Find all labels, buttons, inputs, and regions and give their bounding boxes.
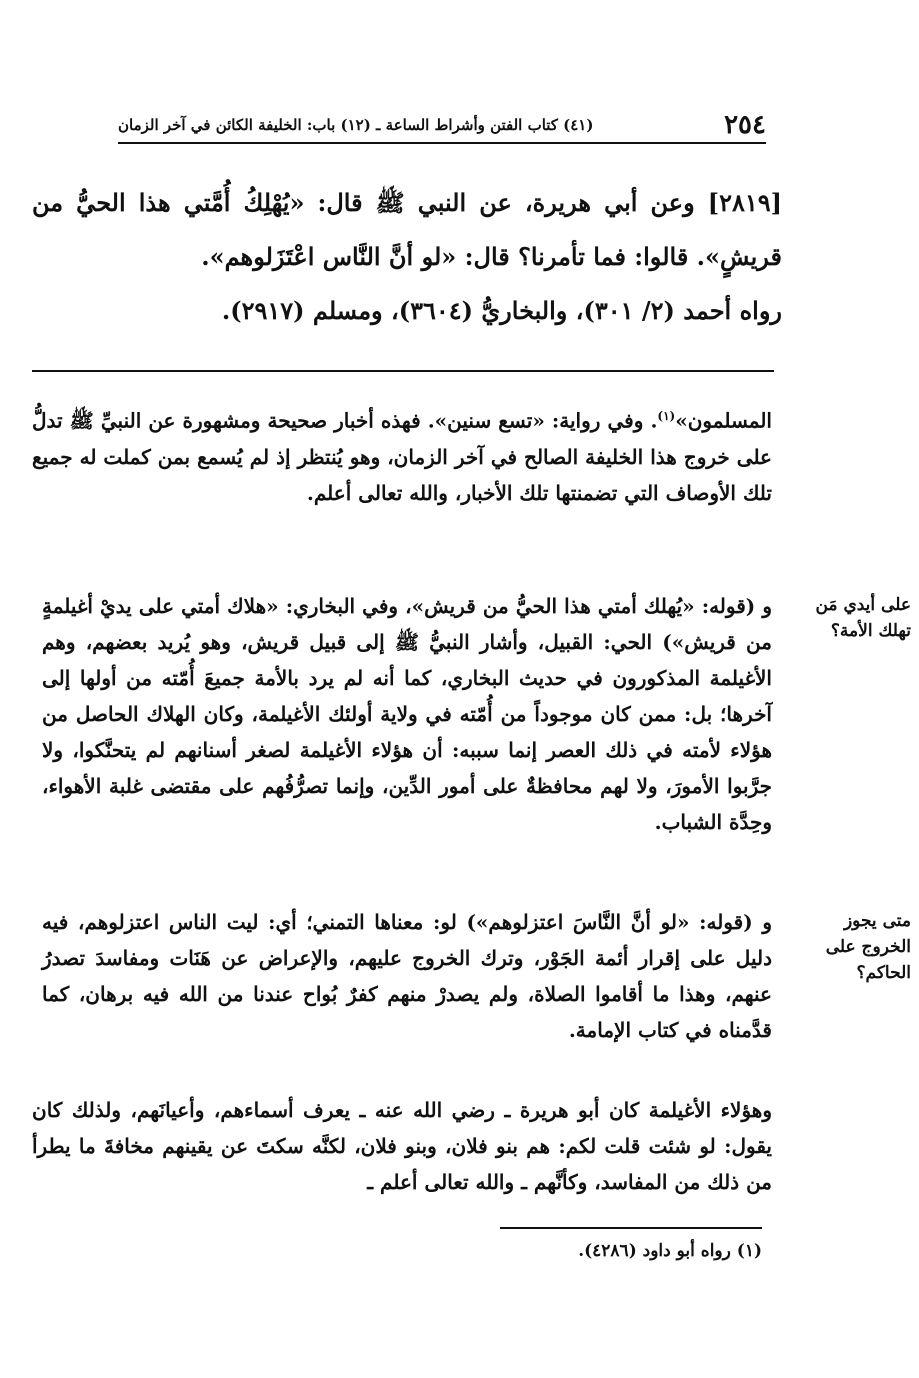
page-header — [118, 108, 766, 144]
hadith-text: [٢٨١٩] وعن أبي هريرة، عن النبي ﷺ قال: «يُهْلِكُ أُمَّتي هذا الحيُّ من قريشٍ». قالوا: فما تأمرنا؟ قال: «لو أنَّ النَّاس اعْتَزَلوهم». — [32, 188, 782, 271]
running-title: (٤١) كتاب الفتن وأشراط الساعة ـ (١٢) باب: الخليفة الكائن في آخر الزمان — [118, 116, 594, 134]
margin-note-2: متى يجوز الخروج على الحاكم؟ — [825, 911, 911, 983]
para3-text: و (قوله: «لو أنَّ النَّاسَ اعتزلوهم») لو: معناها التمني؛ أي: ليت الناس اعتزلوهم، فيه دليل على إقرار أئمة الجَوْر، وترك الخروج عليهم، والإعراض عن هَنَات ومفاسدَ تصدرُ عنهم، وهذا ما أقاموا الصلاة، ولم يصدرْ منهم كفرٌ بُواح عندنا من الله فيه برهان، كما قدَّمناه في كتاب الإمامة. — [42, 910, 772, 1042]
footnote: (١) رواه أبو داود (٤٢٨٦). — [578, 1241, 762, 1261]
hadith-source: رواه أحمد (٢/ ٣٠١)، والبخاريُّ (٣٦٠٤)، ومسلم (٢٩١٧). — [221, 296, 782, 325]
para4-text: وهؤلاء الأغيلمة كان أبو هريرة ـ رضي الله عنه ـ يعرف أسماءهم، وأعيانَهم، ولذلك كان يقول: لو شئت قلت لكم: هم بنو فلان، وبنو فلان، لكنَّه سكتَ عن يقينهم مخافةَ ما يطرأ من ذلك من المفاسد، وكأنَّهم ـ والله تعالى أعلم ـ — [32, 1098, 772, 1194]
para2-text: و (قوله: «يُهلك أمتي هذا الحيُّ من قريش»، وفي البخاري: «هلاك أمتي على يديْ أغيلمةٍ من قريش») الحي: القبيل، وأشار النبيُّ ﷺ إلى قبيل قريش، وهو يُريد بعضهم، وهم الأغيلمة المذكورون في حديث البخاري، كما أنه لم يرد بالأمة جميعَ أُمّته من أولها إلى آخرها؛ بل: ممن كان موجوداً من أُمّته في ولاية أولئك الأغيلمة، وكان الهلاك الحاصل من هؤلاء لأمته في ذلك العصر إنما سببه: أن هؤلاء الأغيلمة لصغر أسنانهم لم يتحنَّكوا، ولا جرَّبوا الأمورَ، ولا لهم محافظةٌ على أمور الدِّين، وإنما تصرُّفُهم على مقتضى غلبة الأهواء، وحِدَّة الشباب. — [42, 594, 772, 834]
footnote-divider — [500, 1227, 762, 1229]
commentary-para-2 — [42, 588, 772, 840]
commentary-para-3 — [42, 904, 772, 1048]
commentary-para-1 — [32, 398, 772, 511]
margin-note-1: على أيدي مَن تهلك الأمة؟ — [815, 595, 911, 641]
footnote-ref: (١) — [657, 409, 676, 423]
section-divider — [32, 370, 774, 372]
page-number: ٢٥٤ — [724, 110, 766, 140]
para1-rest: . وفي رواية: «تسع سنين». فهذه أخبار صحيحة ومشهورة عن النبيِّ ﷺ تدلُّ على خروج هذا الخليفة الصالح في آخر الزمان، وهو يُنتظر إذ لم يُسمع بمن كملت له جميع تلك الأوصاف التي تضمنتها تلك الأخبار، والله تعالى أعلم. — [32, 408, 772, 505]
para1-start: المسلمون» — [675, 408, 772, 433]
hadith-block — [32, 176, 782, 338]
commentary-para-4 — [32, 1092, 772, 1200]
